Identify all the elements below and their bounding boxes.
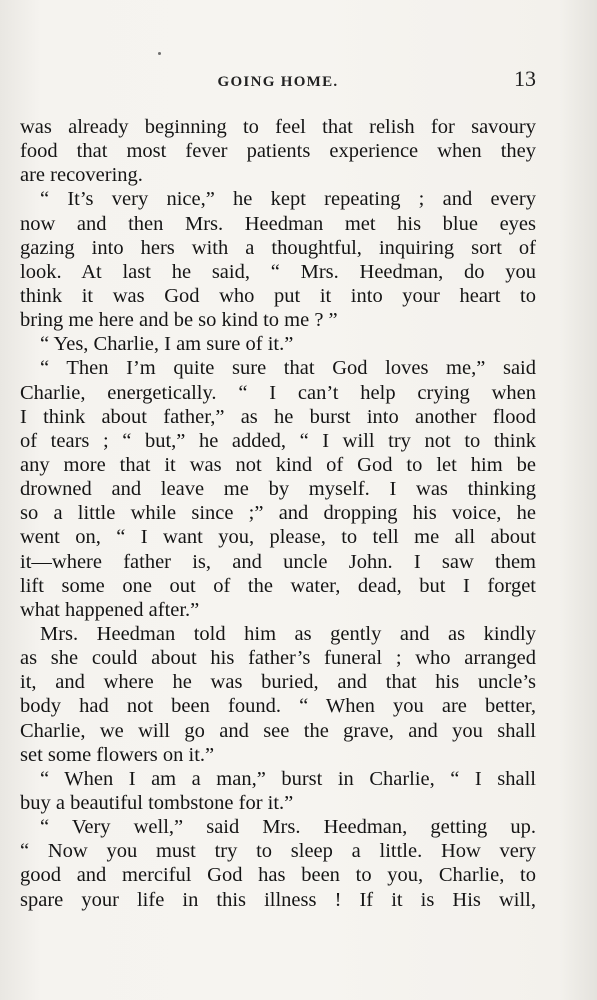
text-line: drowned and leave me by myself. I was thinking (20, 478, 536, 501)
text-line: I think about father,” as he burst into another flood (20, 405, 536, 428)
text-line: was already beginning to feel that relish for savoury (20, 116, 536, 138)
text-line: “ When I am a man,” burst in Charlie, “ I shall (40, 767, 536, 790)
text-line: “ It’s very nice,” he kept repeating ; and every (40, 188, 536, 211)
text-line: Charlie, we will go and see the grave, and you shall (20, 719, 536, 742)
body-text (20, 115, 536, 912)
page-number: 13 (514, 66, 536, 91)
text-line: “ Now you must try to sleep a little. How very (20, 840, 536, 863)
text-line: are recovering. (20, 164, 143, 187)
text-line: buy a beautiful tombstone for it.” (20, 791, 294, 814)
text-line: it—where father is, and uncle John. I saw them (20, 550, 536, 573)
running-head: GOING HOME. (217, 74, 339, 90)
text-line: “ Very well,” said Mrs. Heedman, getting up. (40, 816, 536, 839)
text-line: gazing into hers with a thoughtful, inquiring sort of (20, 236, 536, 259)
text-line: it, and where he was buried, and that his uncle’s (20, 671, 536, 694)
text-line: good and merciful God has been to you, Charlie, to (20, 864, 536, 887)
text-line: Charlie, energetically. “ I can’t help crying when (20, 381, 536, 404)
text-line: bring me here and be so kind to me ? ” (20, 309, 338, 332)
text-line: food that most fever patients experience when they (20, 140, 536, 163)
text-line: as she could about his father’s funeral ; who arranged (20, 647, 536, 670)
text-line: so a little while since ;” and dropping his voice, he (20, 502, 536, 525)
text-line: went on, “ I want you, please, to tell me all about (20, 526, 536, 549)
text-line: body had not been found. “ When you are better, (20, 695, 536, 718)
text-line: lift some one out of the water, dead, but I forget (20, 574, 536, 597)
text-line: Mrs. Heedman told him as gently and as kindly (40, 622, 536, 645)
text-line: “ Yes, Charlie, I am sure of it.” (40, 333, 294, 356)
text-line: look. At last he said, “ Mrs. Heedman, do you (20, 260, 536, 283)
text-line: set some flowers on it.” (20, 743, 215, 766)
text-line: any more that it was not kind of God to let him be (20, 453, 536, 476)
print-speck (158, 52, 161, 55)
page-header (20, 66, 536, 96)
text-line: spare your life in this illness ! If it is His will, (20, 888, 536, 911)
text-line: think it was God who put it into your heart to (20, 284, 536, 307)
text-line: what happened after.” (20, 598, 200, 621)
text-line: of tears ; “ but,” he added, “ I will try not to think (20, 429, 536, 452)
text-line: now and then Mrs. Heedman met his blue eyes (20, 212, 536, 235)
text-line: “ Then I’m quite sure that God loves me,” said (40, 357, 536, 380)
